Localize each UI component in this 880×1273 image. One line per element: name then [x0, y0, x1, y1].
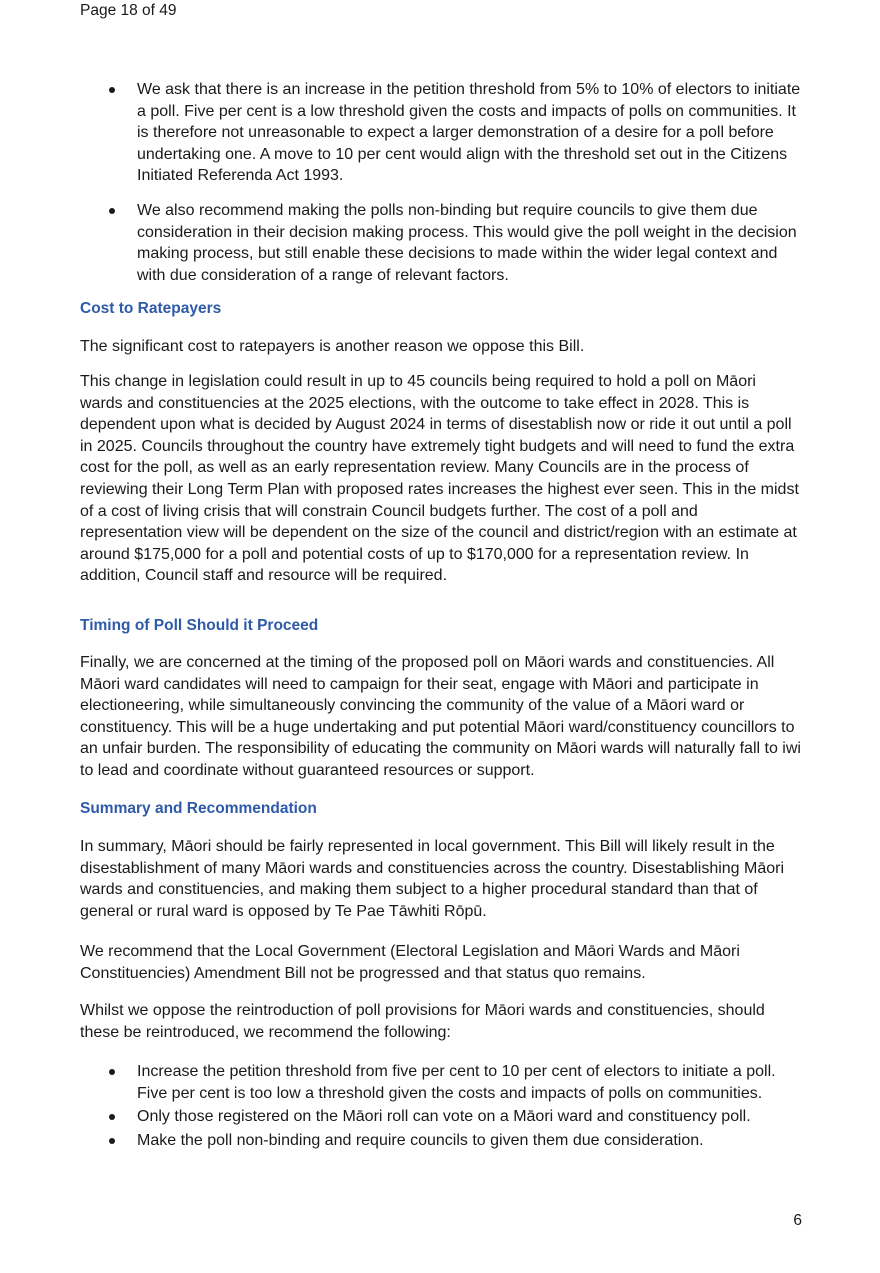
list-item: Increase the petition threshold from five per cent to 10 per cent of electors to initiate a poll. Five per cent is too low a threshold given the costs and impacts of polls on communities. — [80, 1061, 802, 1104]
bullet-list-recommendations — [80, 1061, 802, 1151]
bullet-list-petition — [80, 79, 802, 286]
paragraph: Finally, we are concerned at the timing of the proposed poll on Māori wards and constituencies. All Māori ward candidates will need to campaign for their seat, engage with Māori and participate in electioneering, while simultaneously convincing the community of the value of a Māori ward or constituency. This will be a huge undertaking and put potential Māori ward/constituency councillors to an unfair burden. The responsibility of educating the community on Māori wards will naturally fall to iwi to lead and coordinate without guaranteed resources or support. — [80, 654, 801, 779]
paragraph: In summary, Māori should be fairly represented in local government. This Bill will likely result in the disestablishment of many Māori wards and constituencies across the country. Disestablishing Māori wards and constituencies, and making them subject to a higher procedural standard than that of general or rural ward is opposed by Te Pae Tāwhiti Rōpū. — [80, 838, 785, 920]
paragraph: We recommend that the Local Government (Electoral Legislation and Māori Wards and Māori Constituencies) Amendment Bill not be progressed and that status quo remains. — [80, 943, 740, 982]
paragraph: This change in legislation could result in up to 45 councils being required to hold a poll on Māori wards and constituencies at the 2025 elections, with the outcome to take effect in 2028. This is dependent upon what is decided by August 2024 in terms of disestablish now or ride it out until a poll in 2025. Councils throughout the country have extremely tight budgets and will need to fund the extra cost for the poll, as well as an early representation review. Many Councils are in the process of reviewing their Long Term Plan with proposed rates increases the highest ever seen. This in the midst of a cost of living crisis that will constrain Council budgets further. The cost of a poll and representation view will be dependent on the size of the council and district/region with an estimate at around $175,000 for a poll and potential costs of up to $170,000 for a representation review. In addition, Council staff and resource will be required. — [80, 373, 799, 585]
list-item: Only those registered on the Māori roll can vote on a Māori ward and constituency poll. — [80, 1106, 802, 1128]
section-heading-timing: Timing of Poll Should it Proceed — [80, 617, 319, 634]
list-item: We also recommend making the polls non-binding but require councils to give them due consideration in their decision making process. This would give the poll weight in the decision making process, but still enable these decisions to made within the wider legal context and with due consideration of a range of relevant factors. — [80, 200, 802, 286]
paragraph: The significant cost to ratepayers is another reason we oppose this Bill. — [80, 338, 585, 355]
page-number: 6 — [793, 1212, 802, 1229]
paragraph: Whilst we oppose the reintroduction of poll provisions for Māori wards and constituencies, should these be reintroduced, we recommend the following: — [80, 1002, 765, 1041]
section-heading-summary: Summary and Recommendation — [80, 800, 317, 817]
list-item: Make the poll non-binding and require councils to given them due consideration. — [80, 1130, 802, 1152]
page-header: Page 18 of 49 — [80, 2, 177, 19]
section-heading-cost: Cost to Ratepayers — [80, 300, 222, 317]
list-item: We ask that there is an increase in the petition threshold from 5% to 10% of electors to initiate a poll. Five per cent is a low threshold given the costs and impacts of polls on communities. It is therefore not unreasonable to expect a larger demonstration of a desire for a poll before undertaking one. A move to 10 per cent would align with the threshold set out in the Citizens Initiated Referenda Act 1993. — [80, 79, 802, 187]
